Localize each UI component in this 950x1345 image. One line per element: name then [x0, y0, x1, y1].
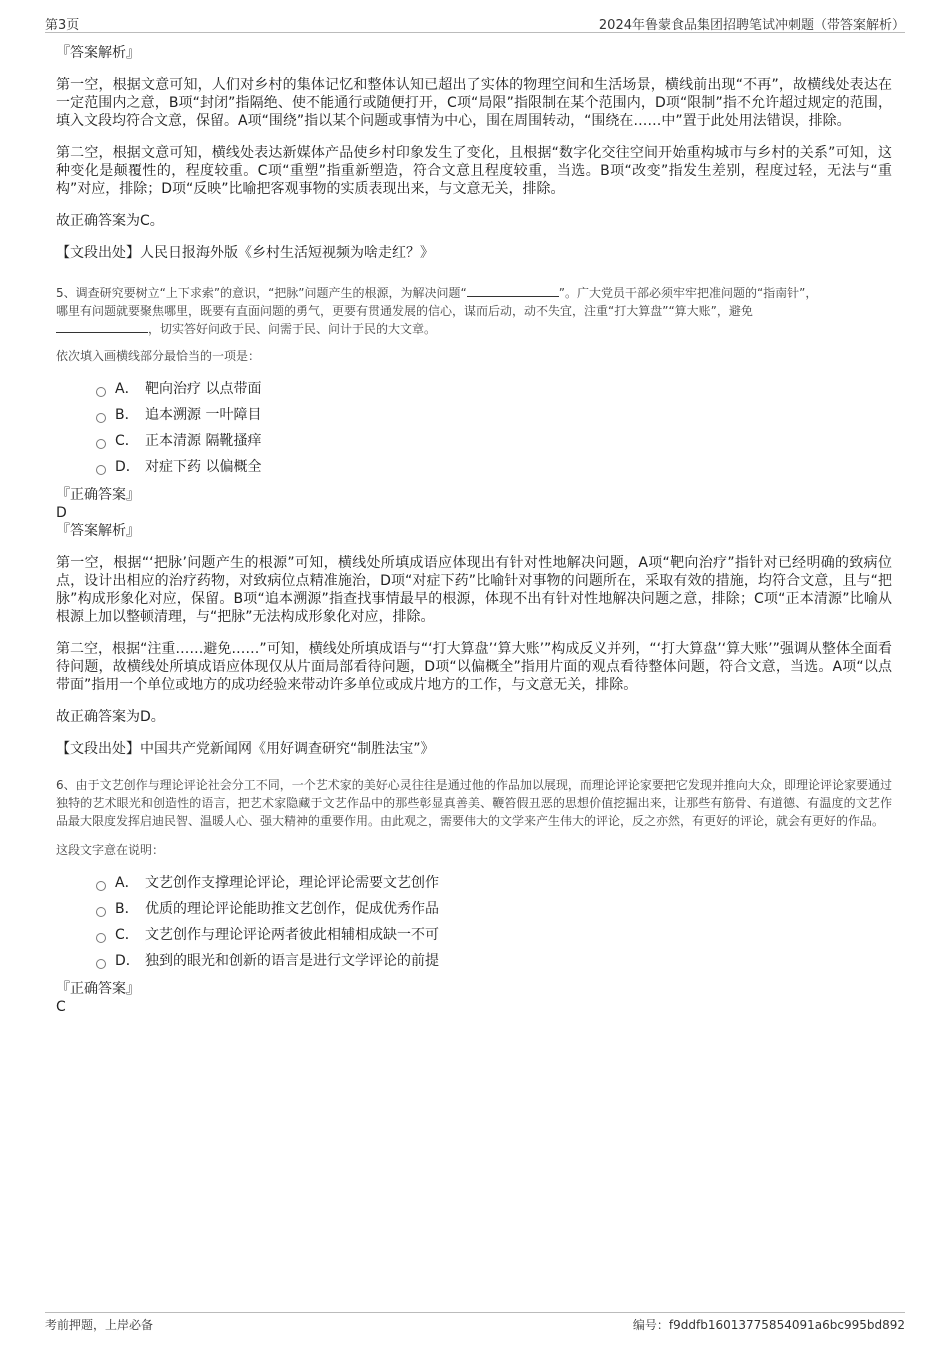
radio-button[interactable]: [96, 387, 106, 397]
radio-button[interactable]: [96, 907, 106, 917]
radio-button[interactable]: [96, 439, 106, 449]
radio-button[interactable]: [96, 465, 106, 475]
question-text: 6、由于文艺创作与理论评论社会分工不同，一个艺术家的美好心灵往往是通过他的作品加以展现，而理论评论家要把它发现并推向大众，即理论评论家要通过独特的艺术眼光和创造性的语言，把艺术家隐藏于文艺作品中的那些彰显真善美、鞭笞假丑恶的思想价值挖掘出来，让那些有筋骨、有道德、有温度的文艺作品最大限度发挥启迪民智、温暖人心、强大精神的重要作用。由此观之，需要伟大的文学来产生伟大的评论，反之亦然，有更好的评论，就会有更好的作品。: [56, 778, 892, 828]
analysis-paragraph: 第一空，根据文意可知，人们对乡村的集体记忆和整体认知已超出了实体的物理空间和生活场景，横线前出现“不再”，故横线处表达在一定范围内之意，B项“封闭”指隔绝、使不能通行或随便打开，C项“局限”指限制在某个范围内，D项“限制”指不允许超过规定的范围，填入文段均符合文意，保留。A项“围绕”指以某个问题或事情为中心，围在周围转动，“围绕在……中”置于此处用法错误，排除。: [56, 77, 892, 129]
answer-blank: [467, 285, 559, 297]
analysis-paragraph: 第二空，根据“注重……避免……”可知，横线处所填成语与“‘打大算盘’‘算大账’”构成反义并列，“‘打大算盘’‘算大账’”强调从整体全面看待问题，故横线处所填成语应体现仅从片面局部看待问题，D项“以偏概全”指用片面的观点看待整体问题，符合文意，当选。A项“以点带面”指用一个单位或地方的成功经验来带动许多单位或成片地方的工作，与文意无关，排除。: [56, 641, 892, 693]
question-6: [56, 776, 892, 1016]
option-c[interactable]: C． 正本清源 隔靴搔痒: [56, 428, 892, 454]
page-content: [56, 44, 892, 1016]
radio-button[interactable]: [96, 933, 106, 943]
option-d[interactable]: D． 对症下药 以偏概全: [56, 454, 892, 480]
answer-blank: [56, 321, 148, 333]
option-c[interactable]: C． 文艺创作与理论评论两者彼此相辅相成缺一不可: [56, 922, 892, 948]
answer-conclusion: 故正确答案为C。: [56, 213, 164, 229]
correct-answer: D: [56, 505, 67, 521]
option-b[interactable]: B． 追本溯源 一叶障目: [56, 402, 892, 428]
answer-conclusion: 故正确答案为D。: [56, 709, 165, 725]
source-note: 【文段出处】中国共产党新闻网《用好调查研究“制胜法宝”》: [56, 741, 435, 757]
source-note: 【文段出处】人民日报海外版《乡村生活短视频为啥走红？》: [56, 245, 434, 261]
correct-answer-label: 『正确答案』: [56, 981, 140, 997]
page-header: [45, 12, 905, 33]
page-footer: [45, 1312, 905, 1333]
question-prompt: 这段文字意在说明：: [56, 843, 165, 857]
document-id: 编号：f9ddfb16013775854091a6bc995bd892: [632, 1318, 905, 1332]
question-prompt: 依次填入画横线部分最恰当的一项是：: [56, 349, 261, 363]
correct-answer-label: 『正确答案』: [56, 487, 140, 503]
analysis-label: 『答案解析』: [56, 45, 140, 61]
document-title: 2024年鲁蒙食品集团招聘笔试冲刺题（带答案解析）: [598, 18, 905, 33]
footer-slogan: 考前押题，上岸必备: [45, 1318, 154, 1332]
option-b[interactable]: B． 优质的理论评论能助推文艺创作，促成优秀作品: [56, 896, 892, 922]
radio-button[interactable]: [96, 881, 106, 891]
correct-answer: C: [56, 999, 66, 1015]
analysis-label: 『答案解析』: [56, 523, 140, 539]
radio-button[interactable]: [96, 959, 106, 969]
option-a[interactable]: A． 文艺创作支撑理论评论，理论评论需要文艺创作: [56, 870, 892, 896]
question-text: 5、调查研究要树立“上下求索”的意识，“把脉”问题产生的根源，为解决问题“ ”。广大党员干部必须牢牢把准问题的“指南针”， 哪里有问题就要聚焦哪里，既要有直面问题的勇气，更要有贯通发展的信心，谋而后动，动不失宜，注重“打大算盘”“算大账”，避免 ，切实答好问政于民、问需于民、问计于民的大文章。: [56, 286, 818, 336]
analysis-paragraph: 第一空，根据“‘把脉’问题产生的根源”可知，横线处所填成语应体现出有针对性地解决问题，A项“靶向治疗”指针对已经明确的致病位点，设计出相应的治疗药物，对致病位点精准施治，D项“对症下药”比喻针对事物的问题所在，采取有效的措施，均符合文意，且与“把脉”构成形象化对应，保留。B项“追本溯源”指查找事情最早的根源，体现不出有针对性地解决问题之意，排除；C项“正本清源”比喻从根源上加以整顿清理，与“把脉”无法构成形象化对应，排除。: [56, 555, 892, 625]
question-5: [56, 284, 892, 758]
option-d[interactable]: D． 独到的眼光和创新的语言是进行文学评论的前提: [56, 948, 892, 974]
analysis-paragraph: 第二空，根据文意可知，横线处表达新媒体产品使乡村印象发生了变化，且根据“数字化交往空间开始重构城市与乡村的关系”可知，这种变化是颠覆性的，程度较重。C项“重塑”指重新塑造，符合文意且程度较重，当选。B项“改变”指发生差别，程度过轻，无法与“重构”对应，排除；D项“反映”比喻把客观事物的实质表现出来，与文意无关，排除。: [56, 145, 892, 197]
options-list: [56, 376, 892, 480]
option-a[interactable]: A． 靶向治疗 以点带面: [56, 376, 892, 402]
options-list: [56, 870, 892, 974]
page-number: 第3页: [45, 18, 80, 33]
radio-button[interactable]: [96, 413, 106, 423]
